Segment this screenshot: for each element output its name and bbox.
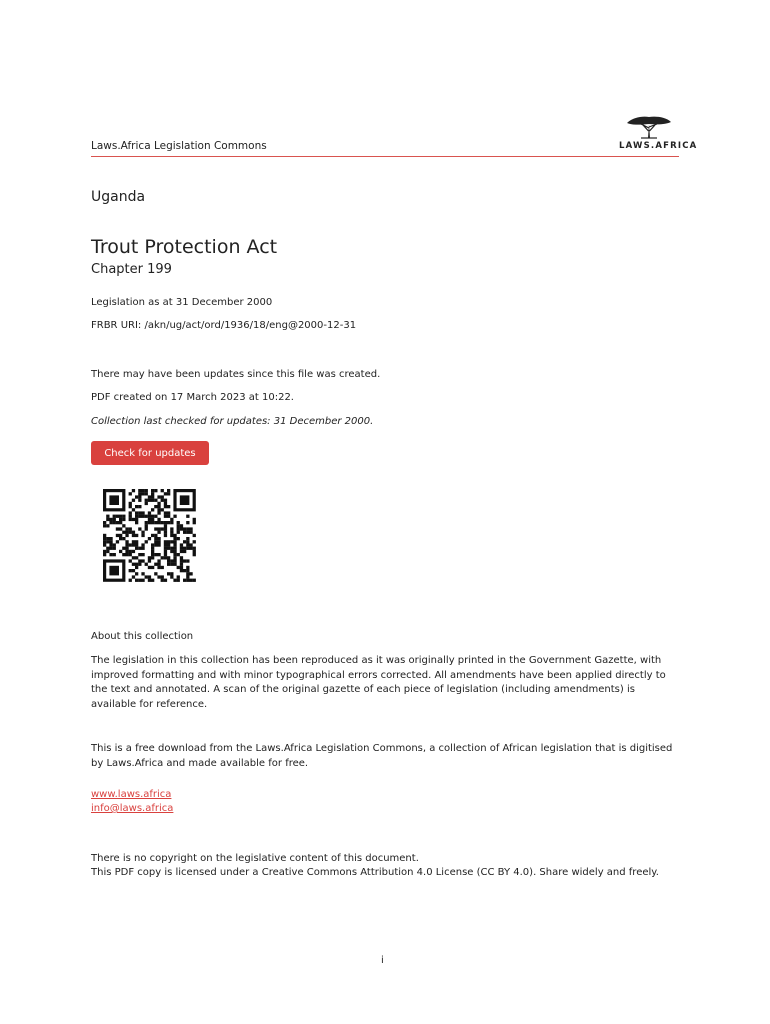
- about-paragraph: The legislation in this collection has been reproduced as it was originally printed in the Government Gazette, with improved formatting and with minor typographical errors corrected. All amendments have been applied directly to the text and annotated. A scan of the original gazette of each piece of legislation (including amendments) is available for reference.: [91, 655, 666, 710]
- free-download-paragraph: This is a free download from the Laws.Africa Legislation Commons, a collection of African legislation that is digitised by Laws.Africa and made available for free.: [91, 743, 673, 769]
- chapter-number: Chapter 199: [91, 262, 172, 277]
- acacia-tree-icon: [623, 114, 675, 140]
- frbr-uri: FRBR URI: /akn/ug/act/ord/1936/18/eng@2000-12-31: [91, 320, 357, 331]
- page-header: [91, 112, 698, 157]
- license-notice: This PDF copy is licensed under a Creative Commons Attribution 4.0 License (CC BY 4.0). Share widely and freely.: [91, 867, 659, 878]
- copyright-notice: There is no copyright on the legislative content of this document.: [91, 853, 419, 864]
- collection-checked-date: Collection last checked for updates: 31 December 2000.: [91, 416, 374, 427]
- email-link[interactable]: info@laws.africa: [91, 803, 174, 814]
- laws-africa-logo: [619, 114, 698, 154]
- logo-text: LAWS.AFRICA: [619, 141, 698, 151]
- document-title: Trout Protection Act: [91, 236, 278, 258]
- legislation-date: Legislation as at 31 December 2000: [91, 297, 273, 308]
- qr-code-icon[interactable]: [99, 488, 201, 582]
- collection-name: Laws.Africa Legislation Commons: [91, 140, 267, 152]
- check-for-updates-button[interactable]: Check for updates: [91, 441, 209, 465]
- about-heading: About this collection: [91, 631, 194, 642]
- website-link[interactable]: www.laws.africa: [91, 789, 172, 800]
- updates-notice: There may have been updates since this file was created.: [91, 369, 381, 380]
- country-name: Uganda: [91, 189, 146, 205]
- page-number: i: [381, 955, 384, 966]
- pdf-created-date: PDF created on 17 March 2023 at 10:22.: [91, 392, 294, 403]
